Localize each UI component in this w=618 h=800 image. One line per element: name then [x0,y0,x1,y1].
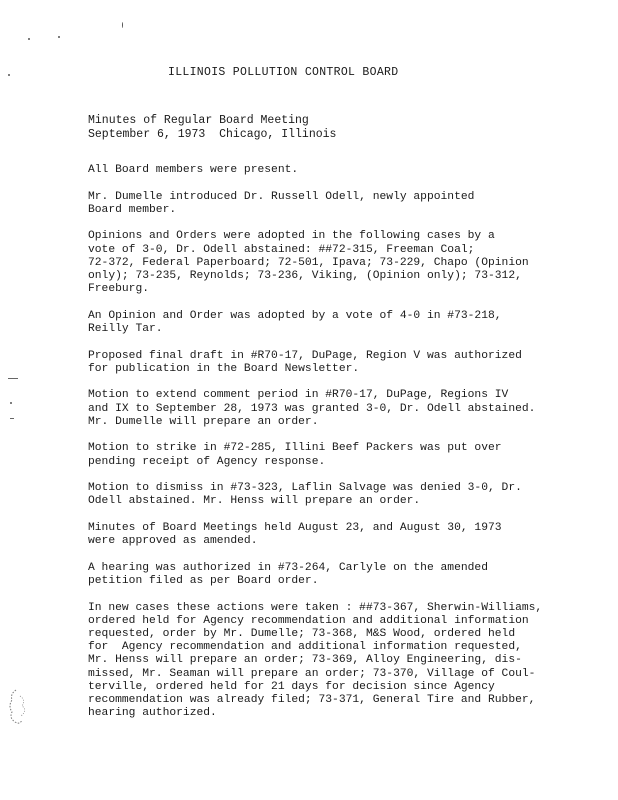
minutes-paragraph [88,389,588,429]
scan-speck [10,402,12,404]
paragraph-line: Reilly Tar. [88,323,163,335]
scan-mark [8,378,18,379]
paragraph-line: vote of 3-0, Dr. Odell abstained: ##72-315, Freeman Coal; [88,243,475,256]
minutes-paragraph [88,191,588,217]
paragraph-line: and IX to September 28, 1973 was granted 3-0, Dr. Odell abstained. [88,402,536,415]
paragraph-line: only); 73-235, Reynolds; 73-236, Viking, (Opinion only); 73-312, [88,270,522,282]
paragraph-line: for publication in the Board Newsletter. [88,362,360,375]
scan-speck [28,38,30,40]
paragraph-line: An Opinion and Order was adopted by a vote of 4-0 in #73-218, [88,309,502,322]
paragraph-line: Board member. [88,203,177,216]
paragraph-line: hearing authorized. [88,707,217,720]
minutes-paragraph [88,350,588,376]
punch-hole-mark [6,688,32,726]
board-title: ILLINOIS POLLUTION CONTROL BOARD [168,66,399,79]
paragraph-line: All Board members were present. [88,164,299,176]
minutes-paragraph [88,230,588,296]
minutes-paragraph [88,310,588,336]
paragraph-line: Proposed final draft in #R70-17, DuPage, Region V was authorized [88,349,522,362]
paragraph-line: Odell abstained. Mr. Henss will prepare an order. [88,495,421,508]
scan-speck [122,22,123,28]
scan-speck [8,74,10,76]
paragraph-line: 72-372, Federal Paperboard; 72-501, Ipava; 73-229, Chapo (Opinion [88,256,529,269]
paragraph-line: missed, Mr. Seaman will prepare an order; 73-370, Village of Coul- [88,667,536,680]
paragraph-line: Motion to dismiss in #73-323, Laflin Salvage was denied 3-0, Dr. [88,482,522,495]
paragraph-line: In new cases these actions were taken : ##73-367, Sherwin-Williams, [88,601,543,614]
minutes-paragraph [88,522,588,548]
paragraph-line: A hearing was authorized in #73-264, Carlyle on the amended [88,561,488,574]
minutes-body [88,164,588,734]
paragraph-line: ordered held for Agency recommendation and additional information [88,614,529,627]
paragraph-line: Motion to strike in #72-285, Illini Beef Packers was put over [88,442,502,455]
paragraph-line: pending receipt of Agency response. [88,455,326,468]
minutes-paragraph [88,562,588,588]
minutes-paragraph [88,482,588,508]
paragraph-line: Mr. Henss will prepare an order; 73-369, Alloy Engineering, dis- [88,654,522,667]
paragraph-line: Mr. Dumelle will prepare an order. [88,415,319,428]
minutes-paragraph [88,442,588,468]
paragraph-line: requested, order by Mr. Dumelle; 73-368, M&S Wood, ordered held [88,627,516,640]
minutes-title: Minutes of Regular Board Meeting [88,114,309,127]
paragraph-line: terville, ordered held for 21 days for decision since Agency [88,680,495,693]
paragraph-line: for Agency recommendation and additional information requested, [88,641,522,654]
paragraph-line: Mr. Dumelle introduced Dr. Russell Odell, newly appointed [88,190,475,203]
minutes-paragraph [88,602,588,721]
paragraph-line: Freeburg. [88,283,150,296]
paragraph-line: petition filed as per Board order. [88,574,319,587]
scan-speck [58,36,60,38]
scan-mark [10,418,14,419]
paragraph-line: were approved as amended. [88,535,258,548]
minutes-paragraph [88,164,588,177]
paragraph-line: Opinions and Orders were adopted in the following cases by a [88,230,495,243]
paragraph-line: Motion to extend comment period in #R70-17, DuPage, Regions IV [88,389,509,402]
paragraph-line: recommendation was already filed; 73-371, General Tire and Rubber, [88,694,536,706]
minutes-date-location: September 6, 1973 Chicago, Illinois [88,127,337,141]
paragraph-line: Minutes of Board Meetings held August 23, and August 30, 1973 [88,521,502,534]
minutes-header [88,114,336,141]
